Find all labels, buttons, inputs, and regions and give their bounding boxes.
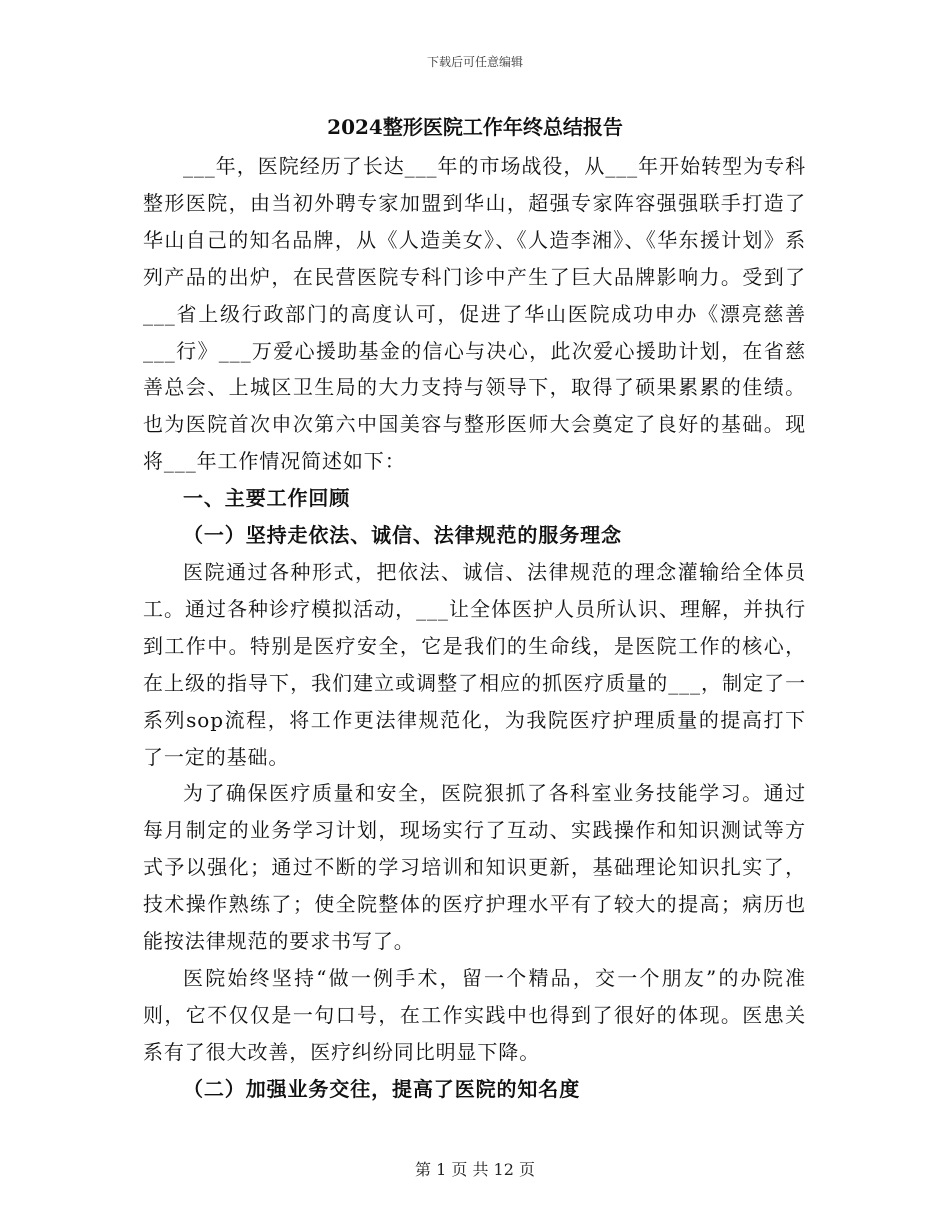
body-paragraph: 为了确保医疗质量和安全，医院狠抓了各科室业务技能学习。通过每月制定的业务学习计划，现场实行了互动、实践操作和知识测试等方式予以强化；通过不断的学习培训和知识更新，基础理论知识扎实了，技术操作熟练了；使全院整体的医疗护理水平有了较大的提高；病历也能按法律规范的要求书写了。 <box>143 781 806 954</box>
subsection-heading-2: （二）加强业务交往，提高了医院的知名度 <box>183 1076 581 1101</box>
body-paragraph: 医院始终坚持“做一例手术，留一个精品，交一个朋友”的办院准则，它不仅仅是一句口号，在工作实践中也得到了很好的体现。医患关系有了很大改善，医疗纠纷同比明显下降。 <box>143 965 806 1064</box>
body-paragraph: 医院通过各种形式，把依法、诚信、法律规范的理念灌输给全体员工。通过各种诊疗模拟活动，___让全体医护人员所认识、理解，并执行到工作中。特别是医疗安全，它是我们的生命线，是医院工作的核心，在上级的指导下，我们建立或调整了相应的抓医疗质量的___，制定了一系列sop流程，将工作更法律规范化，为我院医疗护理质量的提高打下了一定的基础。 <box>143 559 806 769</box>
intro-paragraph: ___年，医院经历了长达___年的市场战役，从___年开始转型为专科整形医院，由当初外聘专家加盟到华山，超强专家阵容强强联手打造了华山自己的知名品牌，从《人造美女》、《人造李湘》、《华东援计划》系列产品的出炉，在民营医院专科门诊中产生了巨大品牌影响力。受到了___省上级行政部门的高度认可，促进了华山医院成功申办《漂亮慈善___行》___万爱心援助基金的信心与决心，此次爱心援助计划，在省慈善总会、上城区卫生局的大力支持与领导下，取得了硕果累累的佳绩。也为医院首次申次第六中国美容与整形医师大会奠定了良好的基础。现将___年工作情况简述如下： <box>143 154 806 474</box>
document-body <box>143 148 806 1108</box>
document-title: 2024整形医院工作年终总结报告 <box>327 115 623 139</box>
page-number: 第 1 页 共 12 页 <box>415 1160 535 1179</box>
page-header-note: 下载后可任意编辑 <box>426 55 523 69</box>
subsection-heading-1: （一）坚持走依法、诚信、法律规范的服务理念 <box>183 523 622 548</box>
section-heading-1: 一、主要工作回顾 <box>183 486 351 511</box>
